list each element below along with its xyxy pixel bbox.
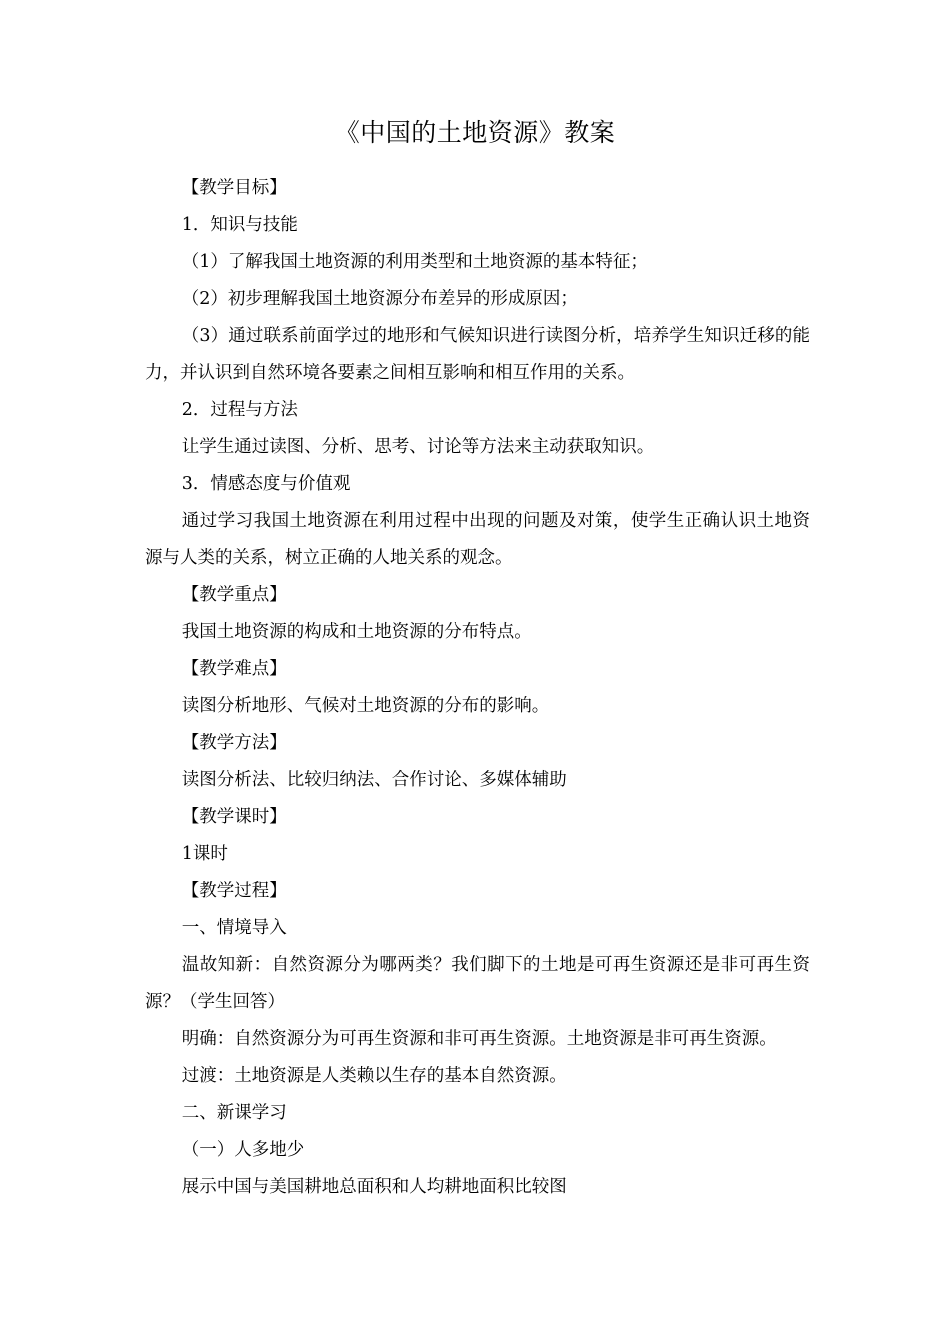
paragraph-process-method: 让学生通过读图、分析、思考、讨论等方法来主动获取知识。 xyxy=(181,437,655,457)
paragraph-goal-3: （3）通过联系前面学过的地形和气候知识进行读图分析，培养学生知识迁移的能力，并认识到自然环境各要素之间相互影响和相互作用的关系。 xyxy=(145,326,810,383)
paragraph-attitude-values: 通过学习我国土地资源在利用过程中出现的问题及对策，使学生正确认识土地资源与人类的关系，树立正确的人地关系的观念。 xyxy=(145,511,810,568)
paragraph-teaching-methods: 读图分析法、比较归纳法、合作讨论、多媒体辅助 xyxy=(181,770,567,790)
section-heading-class-hours: 【教学课时】 xyxy=(181,807,287,827)
paragraph-difficult-points: 读图分析地形、气候对土地资源的分布的影响。 xyxy=(181,696,550,716)
subheading-new-lesson: 二、新课学习 xyxy=(181,1103,287,1123)
subheading-attitude-values: 3．情感态度与价值观 xyxy=(181,474,351,494)
subheading-process-method: 2．过程与方法 xyxy=(181,400,298,420)
document-title: 《中国的土地资源》教案 xyxy=(334,118,616,147)
subheading-knowledge-skills: 1．知识与技能 xyxy=(181,215,298,235)
paragraph-transition: 过渡：土地资源是人类赖以生存的基本自然资源。 xyxy=(181,1066,567,1086)
document-body xyxy=(145,170,810,1206)
section-heading-teaching-goals: 【教学目标】 xyxy=(181,178,287,198)
section-heading-key-points: 【教学重点】 xyxy=(181,585,287,605)
paragraph-show-chart: 展示中国与美国耕地总面积和人均耕地面积比较图 xyxy=(181,1177,567,1197)
paragraph-key-points: 我国土地资源的构成和土地资源的分布特点。 xyxy=(181,622,532,642)
paragraph-class-hours: 1课时 xyxy=(181,844,228,864)
subheading-many-people-little-land: （一）人多地少 xyxy=(181,1140,305,1160)
paragraph-clarify: 明确：自然资源分为可再生资源和非可再生资源。土地资源是非可再生资源。 xyxy=(181,1029,777,1049)
section-heading-teaching-process: 【教学过程】 xyxy=(181,881,287,901)
paragraph-goal-1: （1）了解我国土地资源的利用类型和土地资源的基本特征； xyxy=(181,252,648,272)
section-heading-teaching-methods: 【教学方法】 xyxy=(181,733,287,753)
section-heading-difficult-points: 【教学难点】 xyxy=(181,659,287,679)
paragraph-goal-2: （2）初步理解我国土地资源分布差异的形成原因； xyxy=(181,289,578,309)
subheading-scenario-intro: 一、情境导入 xyxy=(181,918,287,938)
paragraph-review-question: 温故知新：自然资源分为哪两类？我们脚下的土地是可再生资源还是非可再生资源？（学生回答） xyxy=(145,955,810,1012)
